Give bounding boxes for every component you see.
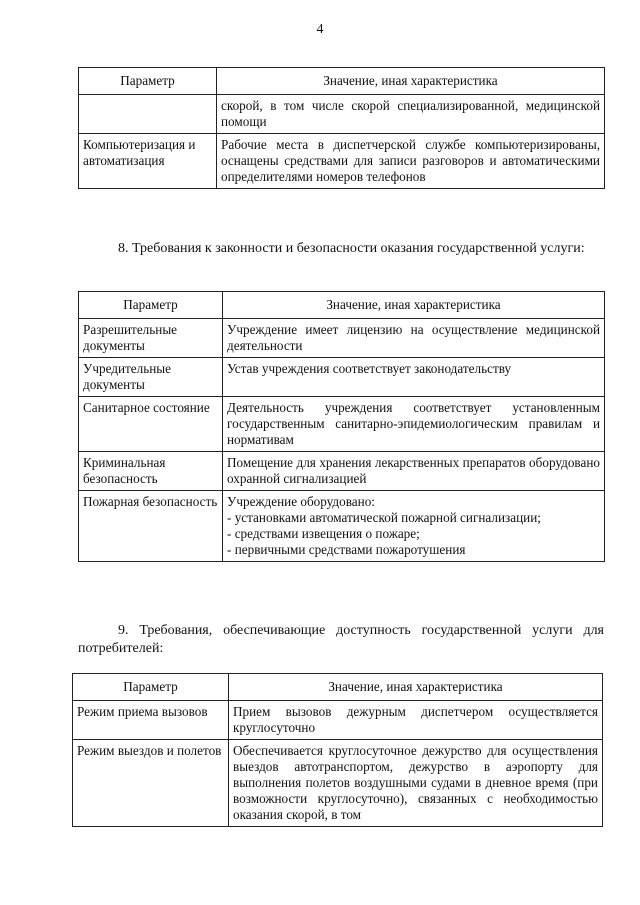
value-cell: Учреждение имеет лицензию на осуществление медицинской деятельности [223,319,605,358]
table-row [79,319,605,358]
value-cell: Устав учреждения соответствует законодательству [223,358,605,397]
param-cell: Режим выездов и полетов [73,740,229,827]
section-9-heading [78,622,604,658]
value-line: - первичными средствами пожаротушения [227,542,466,557]
param-cell: Учредительные документы [79,358,223,397]
table-quality-continued [78,67,605,189]
table-header-row [79,68,605,95]
table-row [79,452,605,491]
column-header-value: Значение, иная характеристика [217,68,605,95]
table-row [79,134,605,189]
param-cell: Криминальная безопасность [79,452,223,491]
table-legality-safety [78,291,605,562]
table-row [79,95,605,134]
value-cell: Рабочие места в диспетчерской службе компьютеризированы, оснащены средствами для записи разговоров и автоматическими определителями номеров телефонов [217,134,605,189]
value-line: Учреждение оборудовано: [227,494,375,509]
param-cell: Режим приема вызовов [73,701,229,740]
value-cell: Обеспечивается круглосуточное дежурство для осуществления выездов автотранспортом, дежурство в аэропорту для выполнения полетов воздушными судами в дневное время (при возможности круглосуточно), связанных с необходимостью оказания скорой, в том [229,740,603,827]
section-8-text: 8. Требования к законности и безопасности оказания государственной услуги: [118,241,585,256]
page-number: 4 [316,22,324,37]
value-line: - средствами извещения о пожаре; [227,526,420,541]
table-header-row [79,292,605,319]
value-line: - установками автоматической пожарной сигнализации; [227,510,541,525]
param-cell: Пожарная безопасность [79,491,223,562]
column-header-parameter: Параметр [79,68,217,95]
section-9-text: 9. Требования, обеспечивающие доступность государственной услуги для потребителей: [78,623,604,656]
section-8-heading [78,240,604,258]
table-row [79,397,605,452]
column-header-parameter: Параметр [73,674,229,701]
table-row [79,491,605,562]
value-cell: Деятельность учреждения соответствует установленным государственным санитарно-эпидемиологическим правилам и нормативам [223,397,605,452]
table-accessibility [72,673,603,827]
value-cell [223,491,605,562]
column-header-value: Значение, иная характеристика [223,292,605,319]
table-row [79,358,605,397]
param-cell: Разрешительные документы [79,319,223,358]
value-cell: Прием вызовов дежурным диспетчером осуществляется круглосуточно [229,701,603,740]
value-cell: скорой, в том числе скорой специализированной, медицинской помощи [217,95,605,134]
value-cell: Помещение для хранения лекарственных препаратов оборудовано охранной сигнализацией [223,452,605,491]
column-header-value: Значение, иная характеристика [229,674,603,701]
table-row [73,701,603,740]
param-cell: Санитарное состояние [79,397,223,452]
param-cell: Компьютеризация и автоматизация [79,134,217,189]
param-cell [79,95,217,134]
column-header-parameter: Параметр [79,292,223,319]
table-header-row [73,674,603,701]
table-row [73,740,603,827]
